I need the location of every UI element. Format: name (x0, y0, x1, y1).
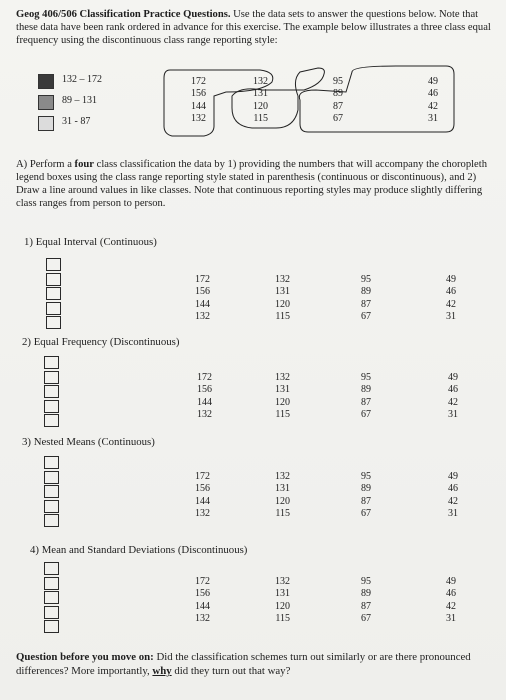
legend-box[interactable] (44, 514, 59, 527)
section-title: 4) Mean and Standard Deviations (Discontinuous) (30, 544, 248, 556)
data-value: 89 (333, 88, 343, 100)
data-value: 95 (333, 76, 343, 87)
data-value: 89 (361, 286, 371, 298)
data-value: 46 (446, 286, 456, 298)
data-value: 31 (446, 613, 456, 625)
data-value: 132 (275, 576, 290, 587)
data-value: 46 (448, 384, 458, 396)
legend-box[interactable] (44, 577, 59, 590)
legend-box[interactable] (46, 316, 61, 329)
data-value: 42 (448, 495, 458, 507)
data-value: 131 (275, 384, 290, 396)
data-value: 172 (195, 576, 210, 587)
data-value: 95 (361, 576, 371, 587)
example-data-column (315, 76, 343, 126)
data-value: 42 (448, 396, 458, 408)
data-value: 156 (191, 88, 206, 100)
data-value: 156 (195, 588, 210, 600)
legend-swatch (38, 116, 54, 131)
question-text: Did the classification schemes turn out similarly or are there pronounced differences? More importantly, (16, 651, 471, 677)
data-column (343, 576, 371, 626)
legend-label: 31 - 87 (62, 116, 91, 127)
data-value: 132 (275, 372, 290, 383)
data-value: 67 (361, 409, 371, 421)
legend-box[interactable] (44, 371, 59, 384)
data-value: 31 (448, 508, 458, 520)
data-value: 42 (446, 298, 456, 310)
data-value: 144 (191, 100, 206, 112)
legend-box[interactable] (46, 302, 61, 315)
data-value: 46 (448, 483, 458, 495)
data-value: 46 (428, 88, 438, 100)
data-value: 132 (195, 613, 210, 625)
data-column (262, 372, 290, 422)
legend-box-column (44, 356, 58, 429)
example-data-column (410, 76, 438, 126)
data-value: 49 (448, 471, 458, 482)
data-value: 42 (428, 100, 438, 112)
data-value: 67 (361, 613, 371, 625)
data-column (343, 471, 371, 521)
data-value: 131 (275, 483, 290, 495)
data-value: 156 (195, 286, 210, 298)
example-data-column (240, 76, 268, 126)
data-value: 120 (275, 600, 290, 612)
data-value: 132 (253, 76, 268, 87)
data-value: 115 (253, 113, 268, 125)
question-why: why (152, 665, 172, 677)
data-value: 144 (195, 600, 210, 612)
data-column (428, 576, 456, 626)
question-tail: did they turn out that way? (171, 665, 291, 677)
data-value: 87 (361, 495, 371, 507)
example-data-column (178, 76, 206, 126)
data-value: 95 (361, 274, 371, 285)
data-column (182, 471, 210, 521)
data-column (182, 576, 210, 626)
data-value: 132 (275, 471, 290, 482)
data-value: 115 (275, 311, 290, 323)
data-value: 49 (446, 274, 456, 285)
data-value: 144 (195, 298, 210, 310)
legend-box-column (44, 456, 58, 529)
legend-label: 132 – 172 (62, 74, 102, 85)
data-column (184, 372, 212, 422)
data-column (430, 372, 458, 422)
data-value: 172 (195, 274, 210, 285)
intro-text: Use the data sets to answer the questions below. Note that these data have been rank ordered in advance for this exercise. The example below illustrates a three class equal frequency using the discontinuous class range reporting style: (16, 9, 491, 46)
data-value: 46 (446, 588, 456, 600)
legend-box-column (44, 562, 58, 635)
data-value: 95 (361, 471, 371, 482)
data-value: 131 (275, 286, 290, 298)
data-value: 144 (197, 396, 212, 408)
data-value: 89 (361, 384, 371, 396)
legend-box-column (46, 258, 60, 331)
legend-box[interactable] (44, 471, 59, 484)
data-value: 120 (253, 100, 268, 112)
data-value: 172 (197, 372, 212, 383)
data-value: 156 (195, 483, 210, 495)
data-value: 67 (361, 508, 371, 520)
legend-box[interactable] (44, 414, 59, 427)
data-value: 87 (333, 100, 343, 112)
data-value: 87 (361, 298, 371, 310)
part-a-rest: class classification the data by 1) providing the numbers that will accompany the choropleth legend boxes using the class range reporting style stated in parenthesis (continuous or discontinuous), and 2) Draw a line around values in like classes. Note that continuous reporting styles may produce slightly differing class ranges from person to person. (16, 159, 488, 209)
data-column (430, 471, 458, 521)
section-title: 3) Nested Means (Continuous) (22, 436, 155, 448)
data-column (428, 274, 456, 324)
data-value: 87 (361, 600, 371, 612)
data-column (262, 274, 290, 324)
legend-box[interactable] (44, 591, 59, 604)
data-value: 67 (361, 311, 371, 323)
closing-question (16, 650, 500, 678)
data-value: 156 (197, 384, 212, 396)
data-value: 31 (428, 113, 438, 125)
legend-box[interactable] (46, 258, 61, 271)
legend-box[interactable] (44, 456, 59, 469)
legend-box[interactable] (46, 287, 61, 300)
data-value: 172 (191, 76, 206, 87)
data-value: 132 (197, 409, 212, 421)
legend-box[interactable] (44, 356, 59, 369)
data-value: 132 (275, 274, 290, 285)
legend-box[interactable] (44, 485, 59, 498)
data-value: 115 (275, 613, 290, 625)
data-value: 115 (275, 409, 290, 421)
legend-box[interactable] (44, 400, 59, 413)
data-value: 49 (448, 372, 458, 383)
intro-paragraph (16, 8, 500, 47)
part-a-lead: A) Perform a (16, 159, 75, 170)
question-lead: Question before you move on: (16, 651, 154, 663)
data-value: 132 (195, 311, 210, 323)
data-value: 115 (275, 508, 290, 520)
legend-box[interactable] (44, 562, 59, 575)
part-a-instructions (16, 158, 502, 210)
data-value: 31 (446, 311, 456, 323)
data-value: 120 (275, 396, 290, 408)
data-value: 132 (195, 508, 210, 520)
data-column (343, 274, 371, 324)
data-value: 42 (446, 600, 456, 612)
data-value: 67 (333, 113, 343, 125)
data-value: 87 (361, 396, 371, 408)
legend-swatch (38, 95, 54, 110)
data-value: 132 (191, 113, 206, 125)
data-column (182, 274, 210, 324)
data-value: 131 (275, 588, 290, 600)
data-value: 49 (446, 576, 456, 587)
data-value: 49 (428, 76, 438, 87)
section-title: 1) Equal Interval (Continuous) (24, 236, 157, 248)
part-a-bold: four (74, 159, 94, 170)
legend-label: 89 – 131 (62, 95, 97, 106)
data-column (262, 576, 290, 626)
legend-swatch (38, 74, 54, 89)
legend-box[interactable] (46, 273, 61, 286)
data-column (343, 372, 371, 422)
data-value: 131 (253, 88, 268, 100)
legend-box[interactable] (44, 606, 59, 619)
data-value: 120 (275, 495, 290, 507)
data-value: 89 (361, 588, 371, 600)
legend-box[interactable] (44, 620, 59, 633)
data-value: 144 (195, 495, 210, 507)
data-value: 89 (361, 483, 371, 495)
course-title: Geog 406/506 Classification Practice Questions. (16, 9, 231, 20)
data-column (262, 471, 290, 521)
data-value: 31 (448, 409, 458, 421)
data-value: 120 (275, 298, 290, 310)
legend-box[interactable] (44, 385, 59, 398)
data-value: 172 (195, 471, 210, 482)
data-value: 95 (361, 372, 371, 383)
legend-box[interactable] (44, 500, 59, 513)
section-title: 2) Equal Frequency (Discontinuous) (22, 336, 180, 348)
